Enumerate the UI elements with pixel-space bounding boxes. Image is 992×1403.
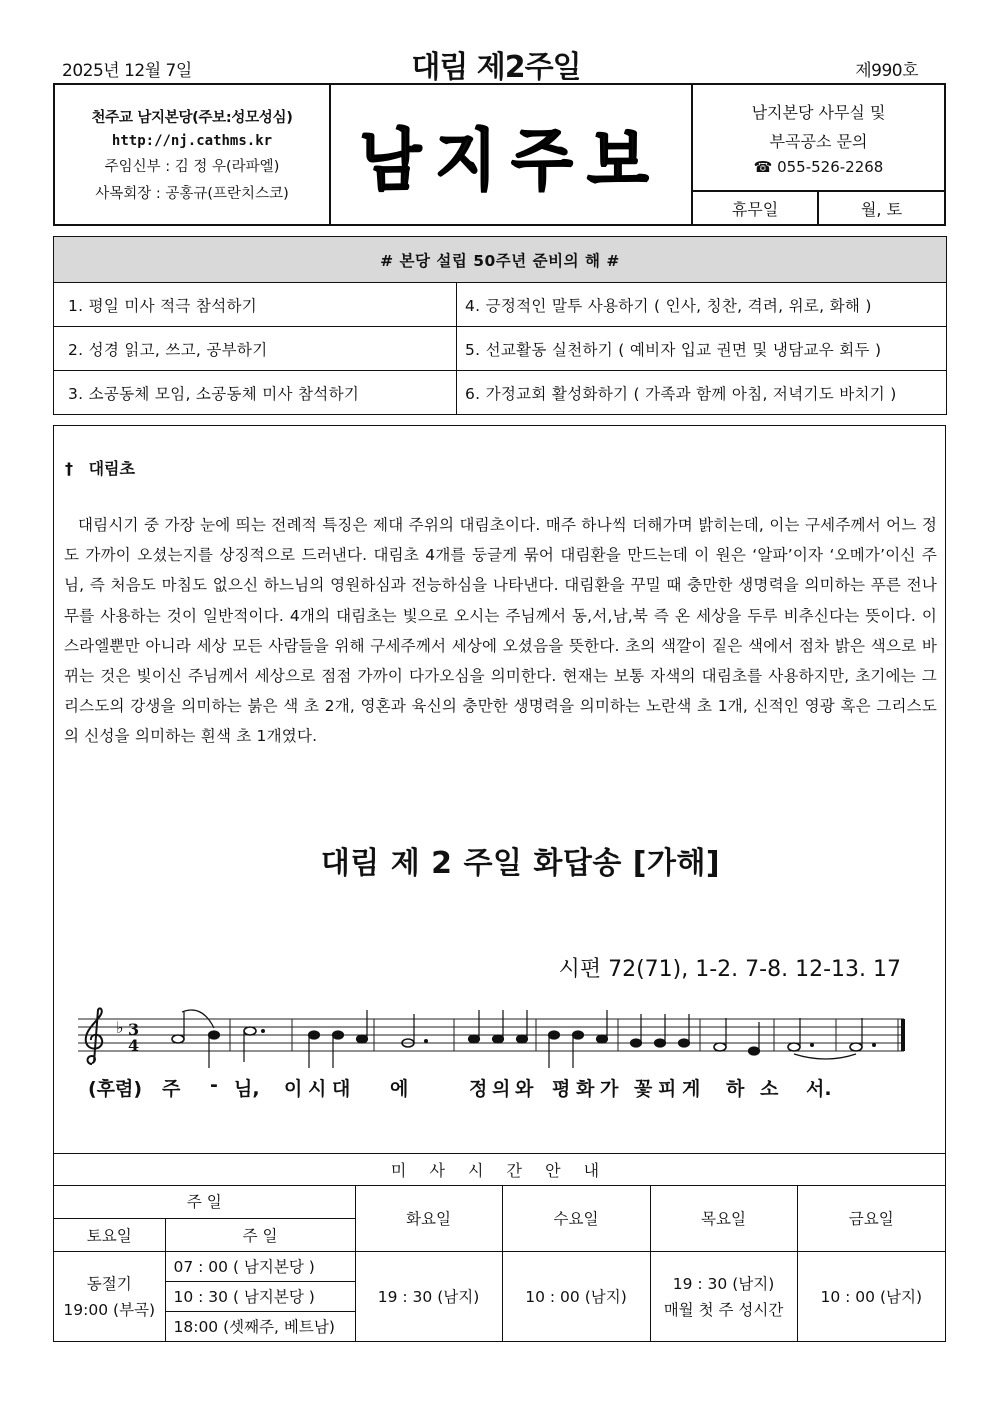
council-president: 사목회장 : 공홍규(프란치스코) — [95, 186, 289, 202]
lyric-syllable: 화 — [576, 1078, 595, 1100]
logo-text: 남지주보 — [359, 121, 663, 200]
tuesday-mass: 19 : 30 (남지) — [355, 1251, 502, 1341]
friday-mass: 10 : 00 (남지) — [797, 1251, 945, 1341]
svg-text:4: 4 — [128, 1036, 140, 1055]
lyric-syllable: 소 — [760, 1078, 779, 1100]
wednesday-mass: 10 : 00 (남지) — [502, 1251, 650, 1341]
parish-info — [55, 85, 331, 224]
goal-item: 4. 긍정적인 말투 사용하기 ( 인사, 칭찬, 격려, 위로, 화해 ) — [457, 283, 946, 327]
lyric-syllable: 피 — [658, 1078, 677, 1100]
lyric-syllable: - — [210, 1074, 218, 1096]
lyric-syllable: 정 — [469, 1078, 488, 1100]
wednesday-header: 수요일 — [502, 1185, 650, 1251]
treble-clef-icon — [86, 1008, 102, 1064]
thursday-note: 매월 첫 주 성시간 — [663, 1301, 784, 1319]
parish-url-link[interactable]: http://nj.cathms.kr — [111, 133, 273, 149]
telephone-icon: ☎ — [753, 157, 773, 176]
flat-icon: ♭ — [116, 1018, 124, 1037]
lyric-syllable: 대 — [332, 1078, 351, 1100]
closed-days-row — [693, 192, 944, 224]
lyric-syllable: 게 — [682, 1078, 701, 1100]
page-title: 대림 제2주일 — [411, 50, 581, 85]
bulletin-logo — [331, 85, 691, 224]
office-contact — [691, 85, 944, 224]
thursday-mass — [650, 1251, 797, 1341]
tuesday-header: 화요일 — [355, 1185, 502, 1251]
anniversary-goals — [53, 236, 947, 415]
goal-item: 1. 평일 미사 적극 참석하기 — [54, 283, 457, 327]
sunday-mass-time: 10 : 30 ( 남지본당 ) — [165, 1281, 355, 1311]
closed-label: 휴무일 — [693, 192, 819, 224]
goal-item: 3. 소공동체 모임, 소공동체 미사 참석하기 — [54, 371, 457, 415]
article-body — [64, 510, 937, 752]
goal-item: 5. 선교활동 실천하기 ( 예비자 입교 권면 및 냉담교우 회두 ) — [457, 327, 946, 371]
closed-days: 월, 토 — [860, 199, 903, 219]
anniversary-heading: # 본당 설립 50주년 준비의 해 # — [54, 237, 946, 283]
sunday-mass-time: 07 : 00 ( 남지본당 ) — [165, 1251, 355, 1281]
lyric-syllable: (후렴) — [88, 1078, 143, 1100]
office-line-1: 남지본당 사무실 및 — [751, 102, 886, 122]
lyric-syllable: 의 — [492, 1078, 511, 1100]
article-heading — [65, 456, 135, 479]
lyric-syllable: 하 — [726, 1078, 745, 1100]
goal-item: 2. 성경 읽고, 쓰고, 공부하기 — [54, 327, 457, 371]
main-content — [53, 425, 946, 1342]
lyric-syllable: 서. — [806, 1078, 832, 1100]
parish-name: 천주교 남지본당(주보:성모성심) — [91, 110, 293, 126]
sunday-mass-time: 18:00 (셋째주, 베트남) — [165, 1311, 355, 1341]
thursday-header: 목요일 — [650, 1185, 797, 1251]
lyric-syllable: 이 — [284, 1078, 303, 1100]
cross-icon: † — [65, 459, 73, 478]
saturday-time: 19:00 (부곡) — [63, 1301, 156, 1319]
lyric-syllable: 님, — [234, 1078, 260, 1100]
music-staff — [78, 1006, 910, 1076]
lyric-syllable: 와 — [515, 1078, 534, 1100]
saturday-season: 동절기 — [86, 1275, 132, 1293]
phone-number: 055-526-2268 — [777, 157, 884, 176]
thursday-time: 19 : 30 (남지) — [672, 1275, 775, 1293]
friday-header: 금요일 — [797, 1185, 945, 1251]
mass-schedule-title: 미 사 시 간 안 내 — [54, 1153, 945, 1186]
pastor-name: 주임신부 : 김 정 우(라파엘) — [104, 159, 280, 175]
article-text: 대림시기 중 가장 눈에 띄는 전례적 특징은 제대 주위의 대림초이다. 매주 하나씩 더해가며 밝히는데, 이는 구세주께서 어느 정도 가까이 오셨는지를 상징적으로 드러낸다. 대림초 4개를 둥글게 묶어 대림환을 만드는데 이 원은 ‘알파’이자 ‘오메가’이신 주님, 즉 처음도 마침도 없으신 하느님의 영원하심과 전능하심을 나타낸다. 대림환을 꾸밀 때 충만한 생명력을 의미하는 푸른 전나무를 사용하는 것이 일반적이다. 4개의 대림초는 빛으로 오시는 주님께서 동,서,남,북 즉 온 세상을 두루 비추신다는 뜻이다. 이스라엘뿐만 아니라 세상 모든 사람들을 위해 구세주께서 세상에 오셨음을 뜻한다. 초의 색깔이 짙은 색에서 점차 밝은 색으로 바뀌는 것은 빛이신 주님께서 세상으로 점점 가까이 다가오심을 의미한다. 현재는 보통 자색의 대림초를 사용하지만, 초기에는 그리스도의 강생을 의미하는 붉은 색 초 2개, 영혼과 육신의 충만한 생명력을 의미하는 노란색 초 1개, 신적인 영광 혹은 그리스도의 신성을 의미하는 흰색 초 1개였다. — [64, 516, 937, 746]
lyric-syllable: 에 — [390, 1078, 409, 1100]
psalm-reference: 시편 72(71), 1-2. 7-8. 12-13. 17 — [558, 957, 901, 982]
lyric-syllable: 평 — [552, 1078, 571, 1100]
saturday-header: 토요일 — [54, 1218, 165, 1251]
goal-item: 6. 가정교회 활성화하기 ( 가족과 함께 아침, 저녁기도 바치기 ) — [465, 385, 897, 403]
issue-date: 2025년 12월 7일 — [62, 61, 192, 81]
lyric-syllable: 시 — [308, 1078, 327, 1100]
mass-schedule-table — [54, 1185, 945, 1342]
office-phone — [754, 158, 884, 176]
saturday-mass — [54, 1251, 165, 1341]
psalm-lyrics — [88, 1074, 888, 1104]
office-line-2: 부곡공소 문의 — [769, 131, 868, 151]
psalm-title: 대림 제 2 주일 화답송 [가해] — [320, 846, 721, 881]
lyric-syllable: 가 — [600, 1078, 619, 1100]
sunday-header: 주 일 — [165, 1218, 355, 1251]
masthead — [53, 83, 946, 226]
lyric-syllable: 주 — [162, 1078, 181, 1100]
svg-text:3: 3 — [128, 1020, 140, 1039]
sunday-group-header: 주 일 — [54, 1185, 355, 1218]
issue-number: 제990호 — [855, 61, 918, 81]
article-title: 대림초 — [88, 459, 135, 478]
lyric-syllable: 꽃 — [634, 1078, 653, 1100]
